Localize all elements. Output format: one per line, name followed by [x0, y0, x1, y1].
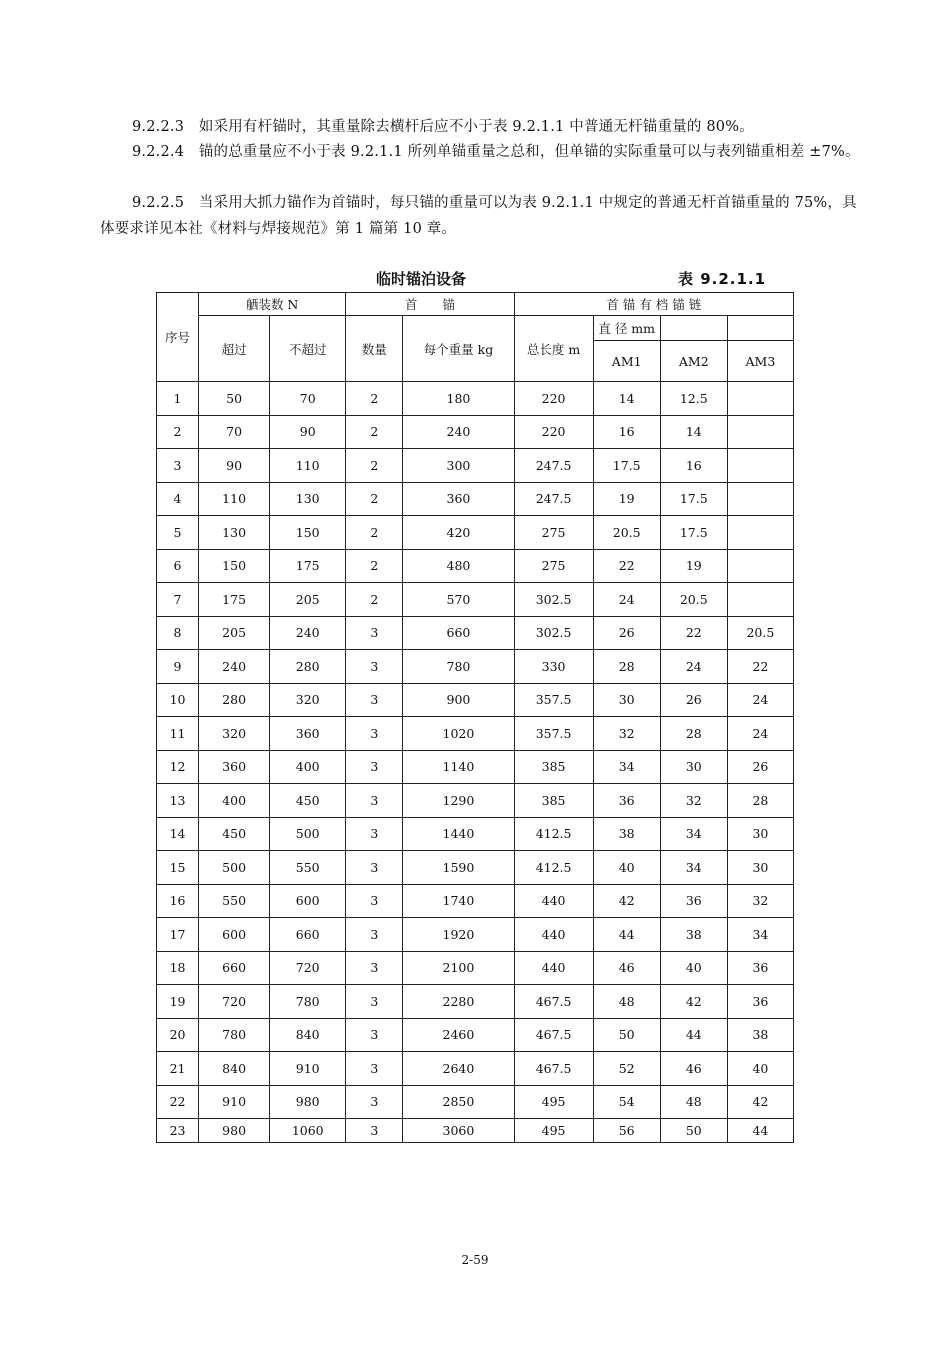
cell-am3: 20.5 [727, 616, 793, 650]
table-row [157, 616, 794, 650]
cell-am2: 22 [660, 616, 727, 650]
cell-over: 50 [199, 382, 270, 416]
cell-over: 205 [199, 616, 270, 650]
header-chain: 首 锚 有 档 锚 链 [514, 293, 793, 316]
cell-am1: 44 [593, 918, 660, 952]
cell-not-over: 205 [270, 583, 346, 617]
cell-total-length: 440 [514, 918, 593, 952]
cell-not-over: 600 [270, 884, 346, 918]
cell-quantity: 3 [346, 884, 403, 918]
cell-am1: 48 [593, 985, 660, 1019]
cell-am3 [727, 482, 793, 516]
cell-over: 320 [199, 717, 270, 751]
cell-total-length: 247.5 [514, 449, 593, 483]
cell-quantity: 3 [346, 784, 403, 818]
table-body [157, 382, 794, 1143]
cell-unit-weight: 1920 [403, 918, 514, 952]
table-row [157, 382, 794, 416]
cell-am3: 36 [727, 951, 793, 985]
paragraph-9-2-2-3: 9.2.2.3 如采用有杆锚时，其重量除去横杆后应不小于表 9.2.1.1 中普通无杆锚重量的 80%。 [132, 119, 754, 135]
cell-over: 90 [199, 449, 270, 483]
header-am3: AM3 [727, 341, 793, 382]
table-row [157, 750, 794, 784]
cell-am2: 38 [660, 918, 727, 952]
cell-quantity: 3 [346, 951, 403, 985]
cell-over: 400 [199, 784, 270, 818]
cell-am3: 26 [727, 750, 793, 784]
header-diameter: 直 径 mm [593, 316, 660, 341]
cell-total-length: 302.5 [514, 616, 593, 650]
cell-total-length: 302.5 [514, 583, 593, 617]
cell-am2: 17.5 [660, 516, 727, 550]
cell-am3 [727, 415, 793, 449]
cell-quantity: 2 [346, 516, 403, 550]
cell-seq: 17 [157, 918, 199, 952]
cell-am3 [727, 549, 793, 583]
cell-am1: 52 [593, 1052, 660, 1086]
cell-total-length: 385 [514, 750, 593, 784]
header-tonnage: 舾装数 N [199, 293, 346, 316]
cell-quantity: 2 [346, 482, 403, 516]
table-row [157, 985, 794, 1019]
cell-not-over: 840 [270, 1018, 346, 1052]
cell-seq: 22 [157, 1085, 199, 1119]
cell-over: 130 [199, 516, 270, 550]
cell-am3: 44 [727, 1119, 793, 1143]
cell-total-length: 357.5 [514, 683, 593, 717]
cell-am1: 26 [593, 616, 660, 650]
cell-not-over: 240 [270, 616, 346, 650]
cell-not-over: 720 [270, 951, 346, 985]
cell-quantity: 3 [346, 1119, 403, 1143]
header-blank-1 [660, 316, 727, 341]
cell-over: 175 [199, 583, 270, 617]
cell-unit-weight: 1740 [403, 884, 514, 918]
cell-am3: 24 [727, 717, 793, 751]
cell-over: 500 [199, 851, 270, 885]
cell-am1: 17.5 [593, 449, 660, 483]
cell-total-length: 275 [514, 516, 593, 550]
cell-not-over: 70 [270, 382, 346, 416]
cell-quantity: 3 [346, 817, 403, 851]
cell-am1: 32 [593, 717, 660, 751]
table-row [157, 1119, 794, 1143]
cell-am3: 30 [727, 851, 793, 885]
cell-am2: 28 [660, 717, 727, 751]
cell-unit-weight: 360 [403, 482, 514, 516]
header-total-length: 总长度 m [514, 316, 593, 382]
cell-unit-weight: 2100 [403, 951, 514, 985]
cell-over: 980 [199, 1119, 270, 1143]
cell-am2: 24 [660, 650, 727, 684]
cell-am3: 24 [727, 683, 793, 717]
cell-seq: 15 [157, 851, 199, 885]
cell-over: 280 [199, 683, 270, 717]
cell-over: 840 [199, 1052, 270, 1086]
table-row [157, 1052, 794, 1086]
cell-am3: 34 [727, 918, 793, 952]
header-unit-weight: 每个重量 kg [403, 316, 514, 382]
cell-am2: 26 [660, 683, 727, 717]
cell-total-length: 495 [514, 1085, 593, 1119]
cell-seq: 6 [157, 549, 199, 583]
cell-am2: 12.5 [660, 382, 727, 416]
cell-am2: 16 [660, 449, 727, 483]
cell-am2: 17.5 [660, 482, 727, 516]
cell-am1: 56 [593, 1119, 660, 1143]
cell-quantity: 2 [346, 415, 403, 449]
cell-am1: 40 [593, 851, 660, 885]
cell-over: 550 [199, 884, 270, 918]
table-row [157, 884, 794, 918]
cell-total-length: 467.5 [514, 985, 593, 1019]
cell-am2: 36 [660, 884, 727, 918]
cell-am1: 54 [593, 1085, 660, 1119]
cell-not-over: 980 [270, 1085, 346, 1119]
cell-total-length: 330 [514, 650, 593, 684]
cell-am3: 38 [727, 1018, 793, 1052]
cell-unit-weight: 420 [403, 516, 514, 550]
cell-am1: 16 [593, 415, 660, 449]
cell-unit-weight: 2850 [403, 1085, 514, 1119]
cell-am1: 19 [593, 482, 660, 516]
cell-quantity: 2 [346, 549, 403, 583]
cell-am1: 20.5 [593, 516, 660, 550]
cell-unit-weight: 780 [403, 650, 514, 684]
table-row [157, 918, 794, 952]
cell-am1: 22 [593, 549, 660, 583]
cell-seq: 1 [157, 382, 199, 416]
cell-am2: 14 [660, 415, 727, 449]
cell-unit-weight: 480 [403, 549, 514, 583]
cell-am3 [727, 382, 793, 416]
cell-am1: 28 [593, 650, 660, 684]
cell-total-length: 467.5 [514, 1018, 593, 1052]
cell-total-length: 440 [514, 884, 593, 918]
cell-unit-weight: 2460 [403, 1018, 514, 1052]
header-seq: 序号 [157, 293, 199, 382]
cell-quantity: 2 [346, 583, 403, 617]
cell-unit-weight: 570 [403, 583, 514, 617]
cell-not-over: 780 [270, 985, 346, 1019]
cell-unit-weight: 2280 [403, 985, 514, 1019]
cell-seq: 7 [157, 583, 199, 617]
cell-seq: 10 [157, 683, 199, 717]
cell-unit-weight: 2640 [403, 1052, 514, 1086]
header-quantity: 数量 [346, 316, 403, 382]
cell-total-length: 275 [514, 549, 593, 583]
cell-not-over: 130 [270, 482, 346, 516]
cell-not-over: 360 [270, 717, 346, 751]
cell-quantity: 3 [346, 851, 403, 885]
cell-unit-weight: 1020 [403, 717, 514, 751]
cell-total-length: 220 [514, 415, 593, 449]
table-row [157, 1018, 794, 1052]
cell-seq: 12 [157, 750, 199, 784]
cell-am1: 14 [593, 382, 660, 416]
cell-not-over: 320 [270, 683, 346, 717]
cell-unit-weight: 1590 [403, 851, 514, 885]
cell-not-over: 280 [270, 650, 346, 684]
cell-over: 660 [199, 951, 270, 985]
cell-am2: 40 [660, 951, 727, 985]
cell-unit-weight: 660 [403, 616, 514, 650]
cell-quantity: 3 [346, 616, 403, 650]
table-row [157, 415, 794, 449]
cell-seq: 4 [157, 482, 199, 516]
header-blank-2 [727, 316, 793, 341]
cell-quantity: 3 [346, 683, 403, 717]
cell-am2: 30 [660, 750, 727, 784]
cell-over: 600 [199, 918, 270, 952]
table-row [157, 951, 794, 985]
cell-seq: 23 [157, 1119, 199, 1143]
table-number: 表 9.2.1.1 [678, 270, 767, 288]
cell-not-over: 400 [270, 750, 346, 784]
table-row [157, 851, 794, 885]
cell-seq: 13 [157, 784, 199, 818]
cell-quantity: 2 [346, 382, 403, 416]
cell-unit-weight: 180 [403, 382, 514, 416]
header-am1: AM1 [593, 341, 660, 382]
cell-not-over: 660 [270, 918, 346, 952]
paragraph-9-2-2-4: 9.2.2.4 锚的总重量应不小于表 9.2.1.1 所列单锚重量之总和，但单锚的实际重量可以与表列锚重相差 ±7%。 [132, 144, 860, 160]
header-anchor: 首 锚 [346, 293, 514, 316]
header-not-over: 不超过 [270, 316, 346, 382]
cell-am3: 30 [727, 817, 793, 851]
cell-am3: 28 [727, 784, 793, 818]
cell-not-over: 175 [270, 549, 346, 583]
table-row [157, 683, 794, 717]
cell-quantity: 3 [346, 1085, 403, 1119]
cell-quantity: 3 [346, 985, 403, 1019]
cell-am1: 50 [593, 1018, 660, 1052]
cell-seq: 19 [157, 985, 199, 1019]
cell-am2: 19 [660, 549, 727, 583]
cell-total-length: 357.5 [514, 717, 593, 751]
cell-total-length: 467.5 [514, 1052, 593, 1086]
cell-am3: 36 [727, 985, 793, 1019]
cell-over: 360 [199, 750, 270, 784]
cell-am2: 50 [660, 1119, 727, 1143]
cell-seq: 21 [157, 1052, 199, 1086]
cell-not-over: 150 [270, 516, 346, 550]
cell-quantity: 3 [346, 750, 403, 784]
table-row [157, 1085, 794, 1119]
cell-over: 720 [199, 985, 270, 1019]
cell-quantity: 2 [346, 449, 403, 483]
cell-seq: 3 [157, 449, 199, 483]
cell-not-over: 90 [270, 415, 346, 449]
cell-seq: 14 [157, 817, 199, 851]
cell-am2: 42 [660, 985, 727, 1019]
cell-total-length: 220 [514, 382, 593, 416]
cell-am3 [727, 449, 793, 483]
cell-unit-weight: 1140 [403, 750, 514, 784]
paragraph-9-2-2-5: 9.2.2.5 当采用大抓力锚作为首锚时，每只锚的重量可以为表 9.2.1.1 中规定的普通无杆首锚重量的 75%，具体要求详见本社《材料与焊接规范》第 1 篇第 10 章。 [100, 195, 857, 237]
cell-am1: 30 [593, 683, 660, 717]
cell-seq: 8 [157, 616, 199, 650]
cell-not-over: 1060 [270, 1119, 346, 1143]
cell-unit-weight: 3060 [403, 1119, 514, 1143]
cell-unit-weight: 300 [403, 449, 514, 483]
cell-am1: 46 [593, 951, 660, 985]
cell-quantity: 3 [346, 1052, 403, 1086]
cell-quantity: 3 [346, 1018, 403, 1052]
cell-seq: 20 [157, 1018, 199, 1052]
cell-over: 110 [199, 482, 270, 516]
cell-total-length: 412.5 [514, 851, 593, 885]
cell-am1: 38 [593, 817, 660, 851]
table-row [157, 817, 794, 851]
cell-seq: 18 [157, 951, 199, 985]
table-row [157, 449, 794, 483]
cell-am2: 48 [660, 1085, 727, 1119]
page-number: 2-59 [461, 1253, 489, 1267]
cell-am1: 42 [593, 884, 660, 918]
cell-am2: 34 [660, 851, 727, 885]
cell-seq: 2 [157, 415, 199, 449]
table-title: 临时锚泊设备 [376, 270, 467, 288]
cell-not-over: 450 [270, 784, 346, 818]
cell-unit-weight: 1440 [403, 817, 514, 851]
cell-seq: 9 [157, 650, 199, 684]
cell-not-over: 500 [270, 817, 346, 851]
table-row [157, 784, 794, 818]
cell-total-length: 440 [514, 951, 593, 985]
cell-total-length: 495 [514, 1119, 593, 1143]
cell-am2: 44 [660, 1018, 727, 1052]
cell-quantity: 3 [346, 717, 403, 751]
cell-total-length: 247.5 [514, 482, 593, 516]
cell-unit-weight: 900 [403, 683, 514, 717]
cell-total-length: 412.5 [514, 817, 593, 851]
table-row [157, 717, 794, 751]
cell-not-over: 550 [270, 851, 346, 885]
cell-am1: 36 [593, 784, 660, 818]
cell-am2: 32 [660, 784, 727, 818]
cell-am3: 22 [727, 650, 793, 684]
cell-over: 240 [199, 650, 270, 684]
cell-not-over: 910 [270, 1052, 346, 1086]
table-row [157, 482, 794, 516]
cell-am3 [727, 516, 793, 550]
cell-over: 150 [199, 549, 270, 583]
cell-am3: 40 [727, 1052, 793, 1086]
cell-unit-weight: 240 [403, 415, 514, 449]
table-row [157, 583, 794, 617]
cell-over: 910 [199, 1085, 270, 1119]
cell-am2: 20.5 [660, 583, 727, 617]
cell-not-over: 110 [270, 449, 346, 483]
cell-total-length: 385 [514, 784, 593, 818]
cell-quantity: 3 [346, 918, 403, 952]
cell-am3: 32 [727, 884, 793, 918]
header-over: 超过 [199, 316, 270, 382]
cell-quantity: 3 [346, 650, 403, 684]
anchor-equipment-table [156, 292, 794, 1143]
cell-am3: 42 [727, 1085, 793, 1119]
cell-seq: 11 [157, 717, 199, 751]
cell-over: 450 [199, 817, 270, 851]
cell-unit-weight: 1290 [403, 784, 514, 818]
header-am2: AM2 [660, 341, 727, 382]
cell-over: 780 [199, 1018, 270, 1052]
cell-over: 70 [199, 415, 270, 449]
cell-am1: 24 [593, 583, 660, 617]
table-row [157, 650, 794, 684]
cell-am1: 34 [593, 750, 660, 784]
table-row [157, 549, 794, 583]
cell-am2: 46 [660, 1052, 727, 1086]
cell-seq: 16 [157, 884, 199, 918]
cell-seq: 5 [157, 516, 199, 550]
cell-am2: 34 [660, 817, 727, 851]
table-row [157, 516, 794, 550]
cell-am3 [727, 583, 793, 617]
